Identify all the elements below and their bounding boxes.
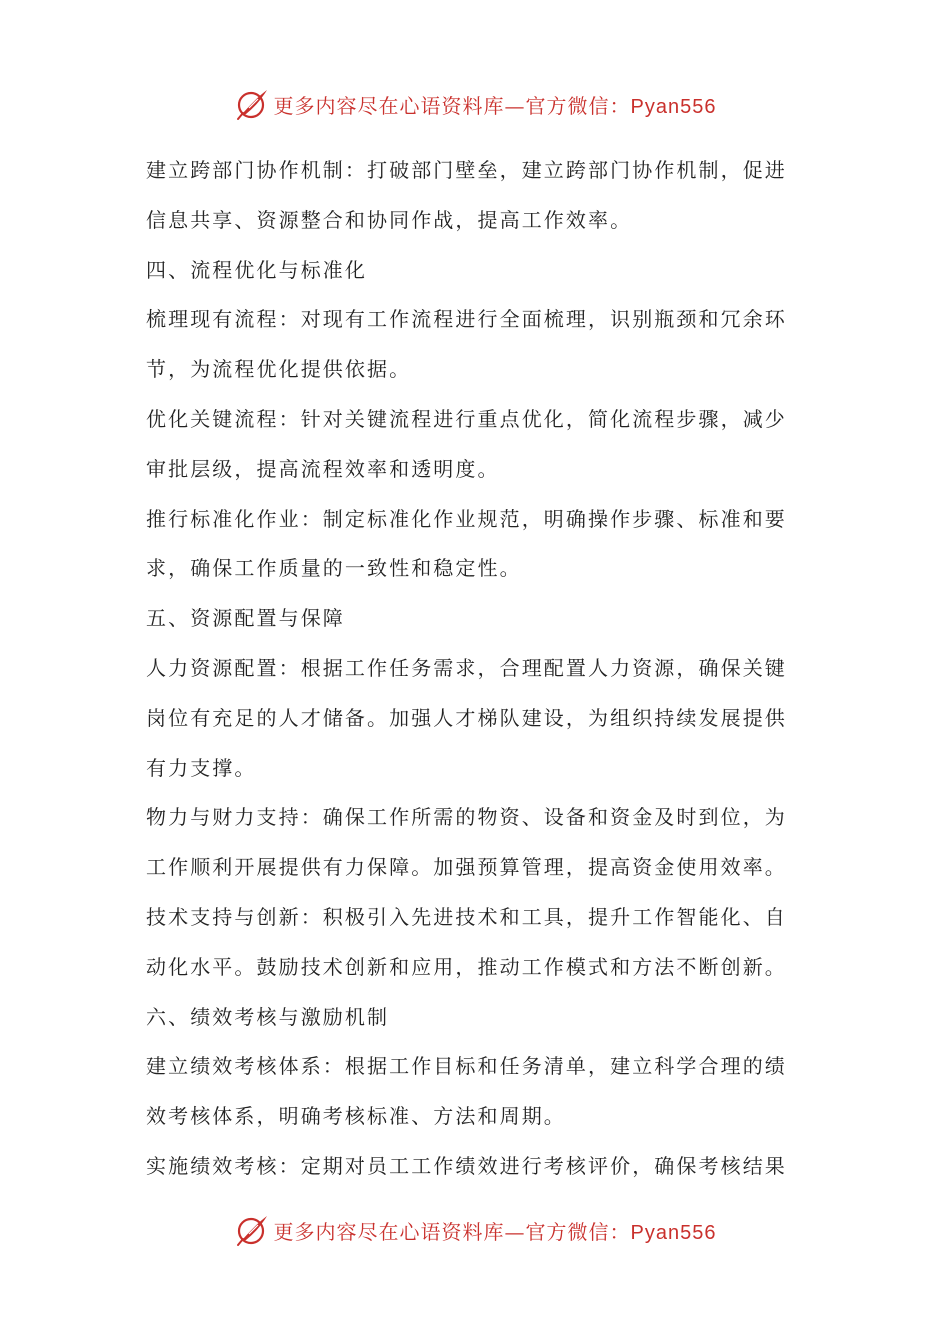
section-heading: 五、资源配置与保障	[146, 606, 345, 631]
header-banner-wechat: Pyan556	[630, 95, 717, 118]
footer-banner-label: 更多内容尽在心语资料库—官方微信：	[273, 1219, 631, 1244]
body-line: 节，为流程优化提供依据。	[146, 357, 412, 382]
footer-banner-text	[274, 1216, 717, 1245]
body-line: 优化关键流程：针对关键流程进行重点优化，简化流程步骤，减少	[146, 406, 787, 431]
body-line: 效考核体系，明确考核标准、方法和周期。	[146, 1104, 566, 1129]
header-banner-text	[274, 90, 717, 119]
body-line: 工作顺利开展提供有力保障。加强预算管理，提高资金使用效率。	[146, 855, 787, 880]
body-line: 建立跨部门协作机制：打破部门壁垒，建立跨部门协作机制，促进	[146, 158, 787, 182]
section-heading: 四、流程优化与标准化	[146, 257, 367, 282]
body-line: 信息共享、资源整合和协同作战，提高工作效率。	[146, 207, 633, 232]
body-line: 审批层级，提高流程效率和透明度。	[146, 456, 500, 481]
body-line: 技术支持与创新：积极引入先进技术和工具，提升工作智能化、自	[146, 904, 787, 929]
header-banner-label: 更多内容尽在心语资料库—官方微信：	[273, 93, 631, 118]
quill-logo-icon	[234, 86, 270, 122]
body-line: 建立绩效考核体系：根据工作目标和任务清单，建立科学合理的绩	[146, 1054, 787, 1079]
header-banner	[0, 82, 950, 126]
quill-logo-icon	[234, 1212, 270, 1248]
body-line: 动化水平。鼓励技术创新和应用，推动工作模式和方法不断创新。	[146, 954, 787, 979]
document-body	[146, 146, 806, 1192]
body-line: 求，确保工作质量的一致性和稳定性。	[146, 556, 522, 581]
body-line: 岗位有充足的人才储备。加强人才梯队建设，为组织持续发展提供	[146, 705, 787, 730]
body-line: 推行标准化作业：制定标准化作业规范，明确操作步骤、标准和要	[146, 506, 787, 531]
body-line: 物力与财力支持：确保工作所需的物资、设备和资金及时到位，为	[146, 805, 787, 830]
footer-banner-wechat: Pyan556	[630, 1221, 717, 1244]
footer-banner	[0, 1208, 950, 1252]
section-heading: 六、绩效考核与激励机制	[146, 1004, 390, 1029]
body-line: 实施绩效考核：定期对员工工作绩效进行考核评价，确保考核结果	[146, 1153, 787, 1178]
body-line: 梳理现有流程：对现有工作流程进行全面梳理，识别瓶颈和冗余环	[146, 307, 787, 332]
body-line: 有力支撑。	[146, 755, 257, 780]
body-line: 人力资源配置：根据工作任务需求，合理配置人力资源，确保关键	[146, 655, 787, 680]
